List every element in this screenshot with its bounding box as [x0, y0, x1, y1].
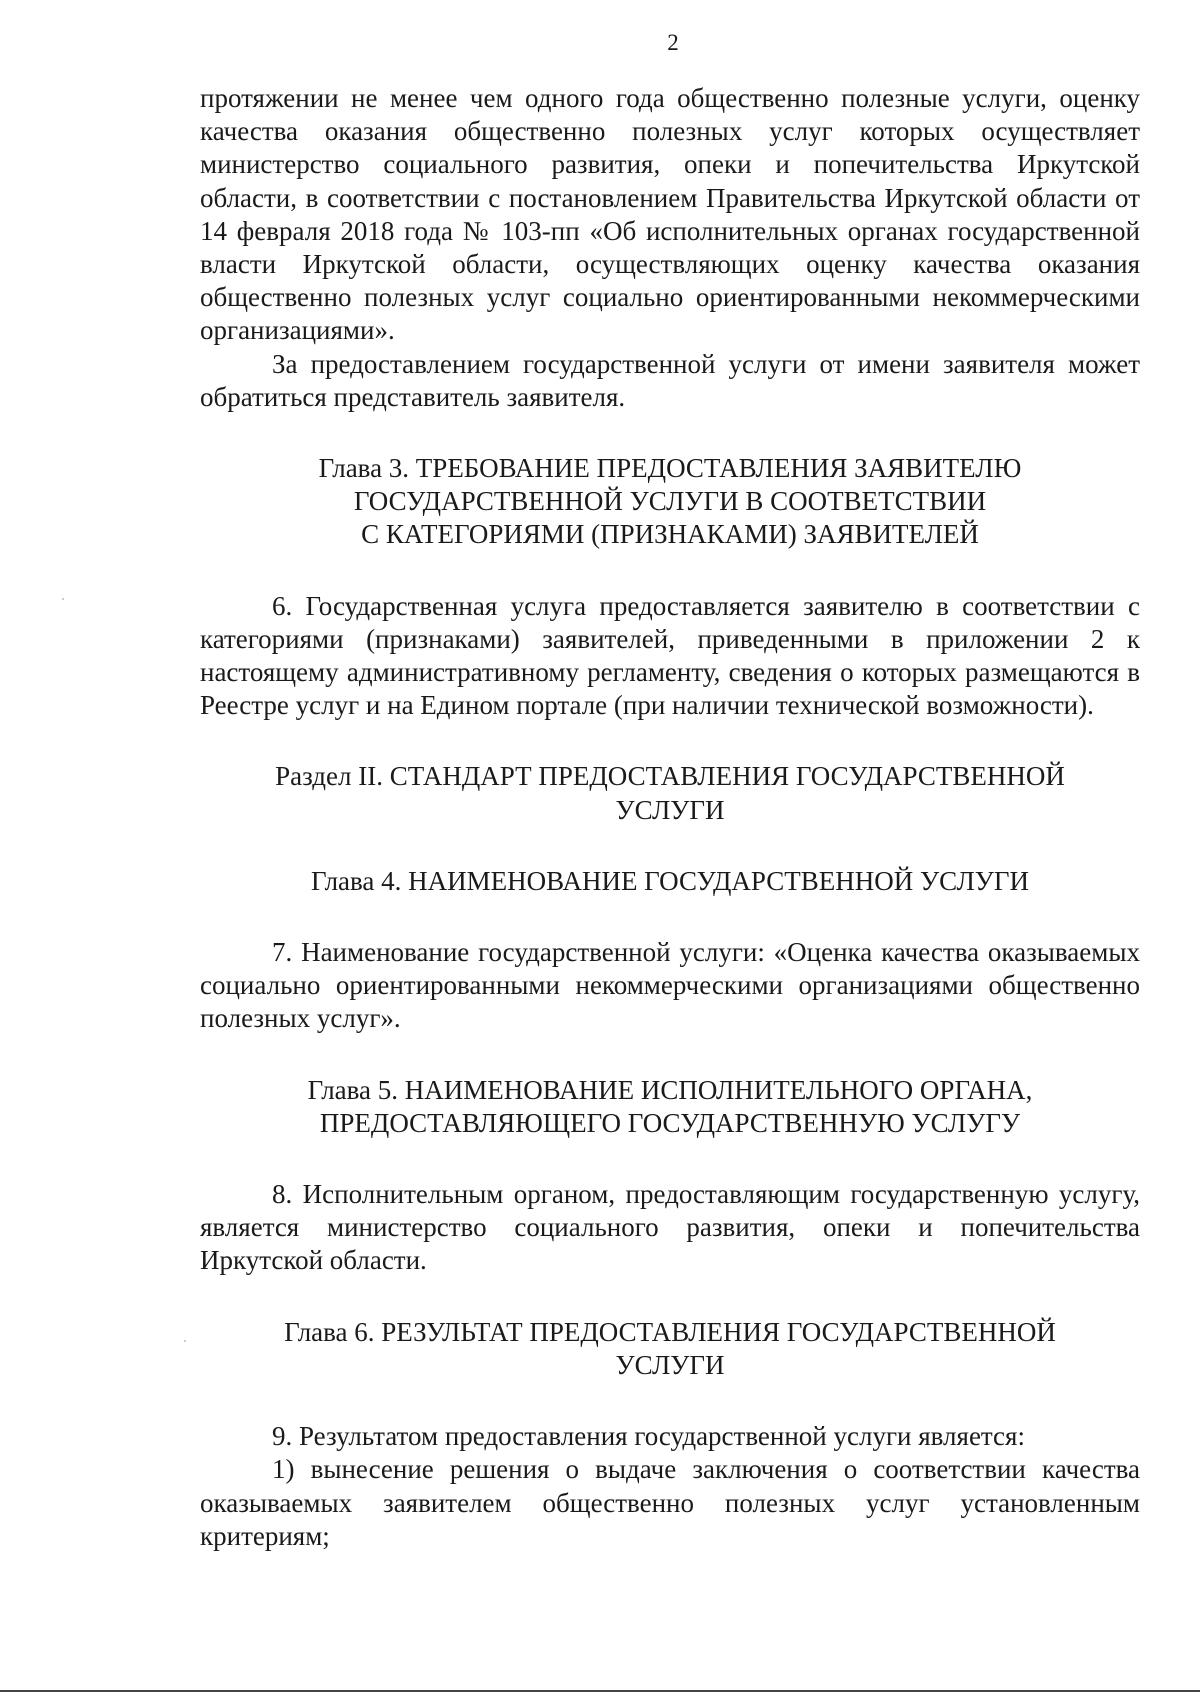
document-body — [200, 82, 1140, 1553]
heading-line: УСЛУГИ — [615, 1349, 725, 1380]
heading-chapter-3 — [200, 452, 1140, 552]
paragraph-6: 6. Государственная услуга предоставляется заявителю в соответствии с категориями (признаками) заявителей, приведенными в приложении 2 к настоящему административному регламенту, сведения о которых размещаются в Реестре услуг и на Едином портале (при наличии технической возможности). — [200, 590, 1140, 721]
heading-line: С КАТЕГОРИЯМИ (ПРИЗНАКАМИ) ЗАЯВИТЕЛЕЙ — [361, 519, 979, 550]
scan-speck — [184, 1340, 186, 1342]
heading-line: Глава 6. РЕЗУЛЬТАТ ПРЕДОСТАВЛЕНИЯ ГОСУДАРСТВЕННОЙ — [284, 1316, 1056, 1347]
heading-chapter-6 — [200, 1316, 1140, 1382]
paragraph-representative: За предоставлением государственной услуги от имени заявителя может обратиться представитель заявителя. — [200, 348, 1140, 412]
page-number: 2 — [667, 30, 679, 55]
heading-line: Глава 4. НАИМЕНОВАНИЕ ГОСУДАРСТВЕННОЙ УСЛУГИ — [310, 865, 1029, 896]
paragraph-8: 8. Исполнительным органом, предоставляющим государственную услугу, является министерство социального развития, опеки и попечительства Иркутской области. — [200, 1179, 1140, 1276]
scan-bottom-edge — [0, 1690, 1200, 1692]
heading-line: ГОСУДАРСТВЕННОЙ УСЛУГИ В СООТВЕТСТВИИ — [353, 486, 987, 517]
heading-chapter-4 — [200, 865, 1140, 898]
paragraph-7: 7. Наименование государственной услуги: «Оценка качества оказываемых социально ориентированными некоммерческими организациями общественно полезных услуг». — [200, 937, 1140, 1034]
heading-line: Глава 3. ТРЕБОВАНИЕ ПРЕДОСТАВЛЕНИЯ ЗАЯВИТЕЛЮ — [318, 453, 1022, 484]
heading-line: ПРЕДОСТАВЛЯЮЩЕГО ГОСУДАРСТВЕННУЮ УСЛУГУ — [319, 1107, 1021, 1138]
heading-line: Глава 5. НАИМЕНОВАНИЕ ИСПОЛНИТЕЛЬНОГО ОРГАНА, — [307, 1074, 1033, 1105]
scan-speck — [62, 598, 64, 600]
heading-chapter-5 — [200, 1074, 1140, 1140]
heading-line: УСЛУГИ — [615, 794, 725, 825]
heading-section-2 — [200, 760, 1140, 826]
heading-line: Раздел II. СТАНДАРТ ПРЕДОСТАВЛЕНИЯ ГОСУДАРСТВЕННОЙ — [275, 761, 1065, 792]
paragraph-continuation: протяжении не менее чем одного года общественно полезные услуги, оценку качества оказания общественно полезных услуг которых осуществляет министерство социального развития, опеки и попечительства Иркутской области, в соответствии с постановлением Правительства Иркутской области от 14 февраля 2018 года № 103-пп «Об исполнительных органах государственной власти Иркутской области, осуществляющих оценку качества оказания общественно полезных услуг социально ориентированными некоммерческими организациями». — [200, 83, 1140, 346]
paragraph-9: 9. Результатом предоставления государственной услуги является: — [272, 1421, 1025, 1452]
paragraph-9-item-1: 1) вынесение решения о выдаче заключения о соответствии качества оказываемых заявителем общественно полезных услуг установленным критериям; — [200, 1454, 1140, 1551]
